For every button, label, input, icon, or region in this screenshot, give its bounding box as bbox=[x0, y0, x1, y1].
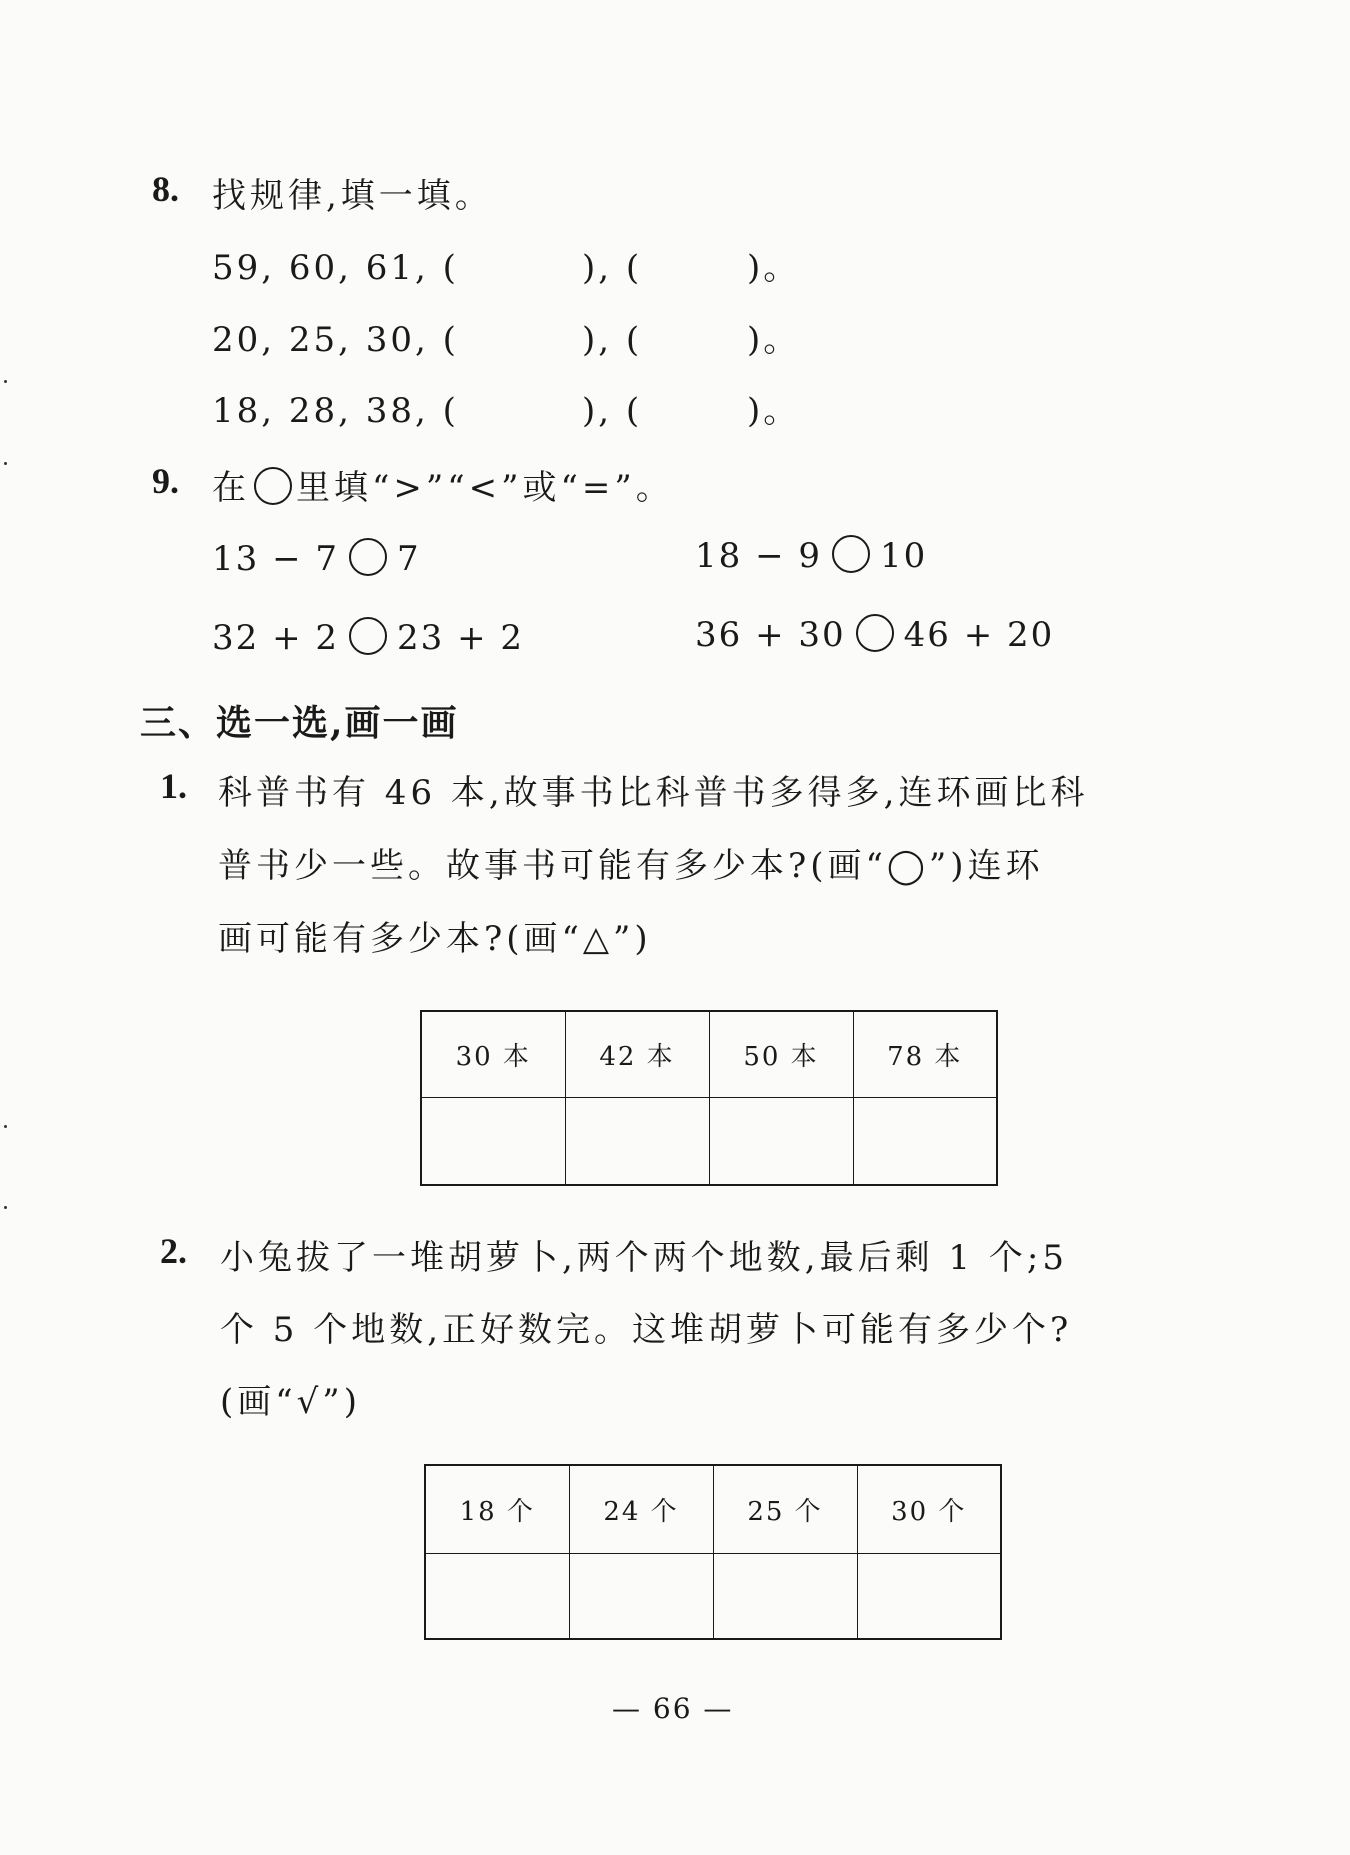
problem-2-line: (画“√”) bbox=[220, 1382, 361, 1422]
sequence-values: 20, 25, 30, ( bbox=[212, 320, 459, 360]
sequence-row: 20, 25, 30, ( ), ( )。 bbox=[212, 320, 801, 360]
problem-1-line: 普书少一些。故事书可能有多少本?(画“◯”)连环 bbox=[218, 846, 1044, 886]
option-label: 25 个 bbox=[713, 1465, 857, 1553]
comparison-item: 18 − 9 10 bbox=[695, 536, 928, 576]
option-label: 30 个 bbox=[857, 1465, 1001, 1553]
mark-cell[interactable] bbox=[857, 1553, 1001, 1639]
circle-symbol bbox=[254, 467, 292, 505]
options-table-2 bbox=[424, 1464, 1002, 1640]
mark-cell[interactable] bbox=[713, 1553, 857, 1639]
question-9-number: 9. bbox=[152, 461, 179, 501]
margin-speck bbox=[4, 462, 7, 465]
sequence-row: 59, 60, 61, ( ), ( )。 bbox=[212, 248, 801, 288]
margin-speck bbox=[4, 380, 7, 383]
option-label: 42 本 bbox=[565, 1011, 709, 1097]
question-9-title: 在 里填“>”“<”或“=”。 bbox=[212, 468, 674, 508]
mark-cell[interactable] bbox=[425, 1553, 569, 1639]
answer-circle[interactable] bbox=[856, 614, 894, 652]
mark-cell[interactable] bbox=[569, 1553, 713, 1639]
option-label: 78 本 bbox=[853, 1011, 997, 1097]
option-label: 24 个 bbox=[569, 1465, 713, 1553]
options-table-1 bbox=[420, 1010, 998, 1186]
problem-2-line: 小兔拔了一堆胡萝卜,两个两个地数,最后剩 1 个;5 bbox=[220, 1238, 1068, 1278]
margin-speck bbox=[4, 1125, 7, 1128]
comparison-item: 13 − 7 7 bbox=[212, 539, 421, 579]
answer-circle[interactable] bbox=[349, 538, 387, 576]
comparison-item: 36 + 30 46 + 20 bbox=[695, 615, 1055, 655]
sequence-values: 18, 28, 38, ( bbox=[212, 391, 459, 431]
question-8-number: 8. bbox=[152, 169, 179, 209]
section-heading: 三、选一选,画一画 bbox=[140, 702, 459, 744]
problem-1-number: 1. bbox=[160, 766, 187, 806]
question-8-title: 找规律,填一填。 bbox=[212, 176, 493, 216]
problem-1-line: 画可能有多少本?(画“△”) bbox=[218, 919, 652, 959]
mark-cell[interactable] bbox=[421, 1097, 565, 1185]
comparison-item: 32 + 2 23 + 2 bbox=[212, 618, 524, 658]
mark-cell[interactable] bbox=[565, 1097, 709, 1185]
answer-circle[interactable] bbox=[832, 535, 870, 573]
option-label: 18 个 bbox=[425, 1465, 569, 1553]
problem-2-line: 个 5 个地数,正好数完。这堆胡萝卜可能有多少个? bbox=[220, 1310, 1073, 1350]
margin-speck bbox=[4, 1206, 7, 1209]
page-number: — 66 — bbox=[612, 1692, 734, 1725]
problem-2-number: 2. bbox=[160, 1231, 187, 1271]
sequence-row: 18, 28, 38, ( ), ( )。 bbox=[212, 391, 801, 431]
option-label: 30 本 bbox=[421, 1011, 565, 1097]
mark-cell[interactable] bbox=[853, 1097, 997, 1185]
sequence-values: 59, 60, 61, ( bbox=[212, 248, 459, 288]
answer-circle[interactable] bbox=[349, 617, 387, 655]
mark-cell[interactable] bbox=[709, 1097, 853, 1185]
problem-1-line: 科普书有 46 本,故事书比科普书多得多,连环画比科 bbox=[218, 773, 1089, 813]
option-label: 50 本 bbox=[709, 1011, 853, 1097]
